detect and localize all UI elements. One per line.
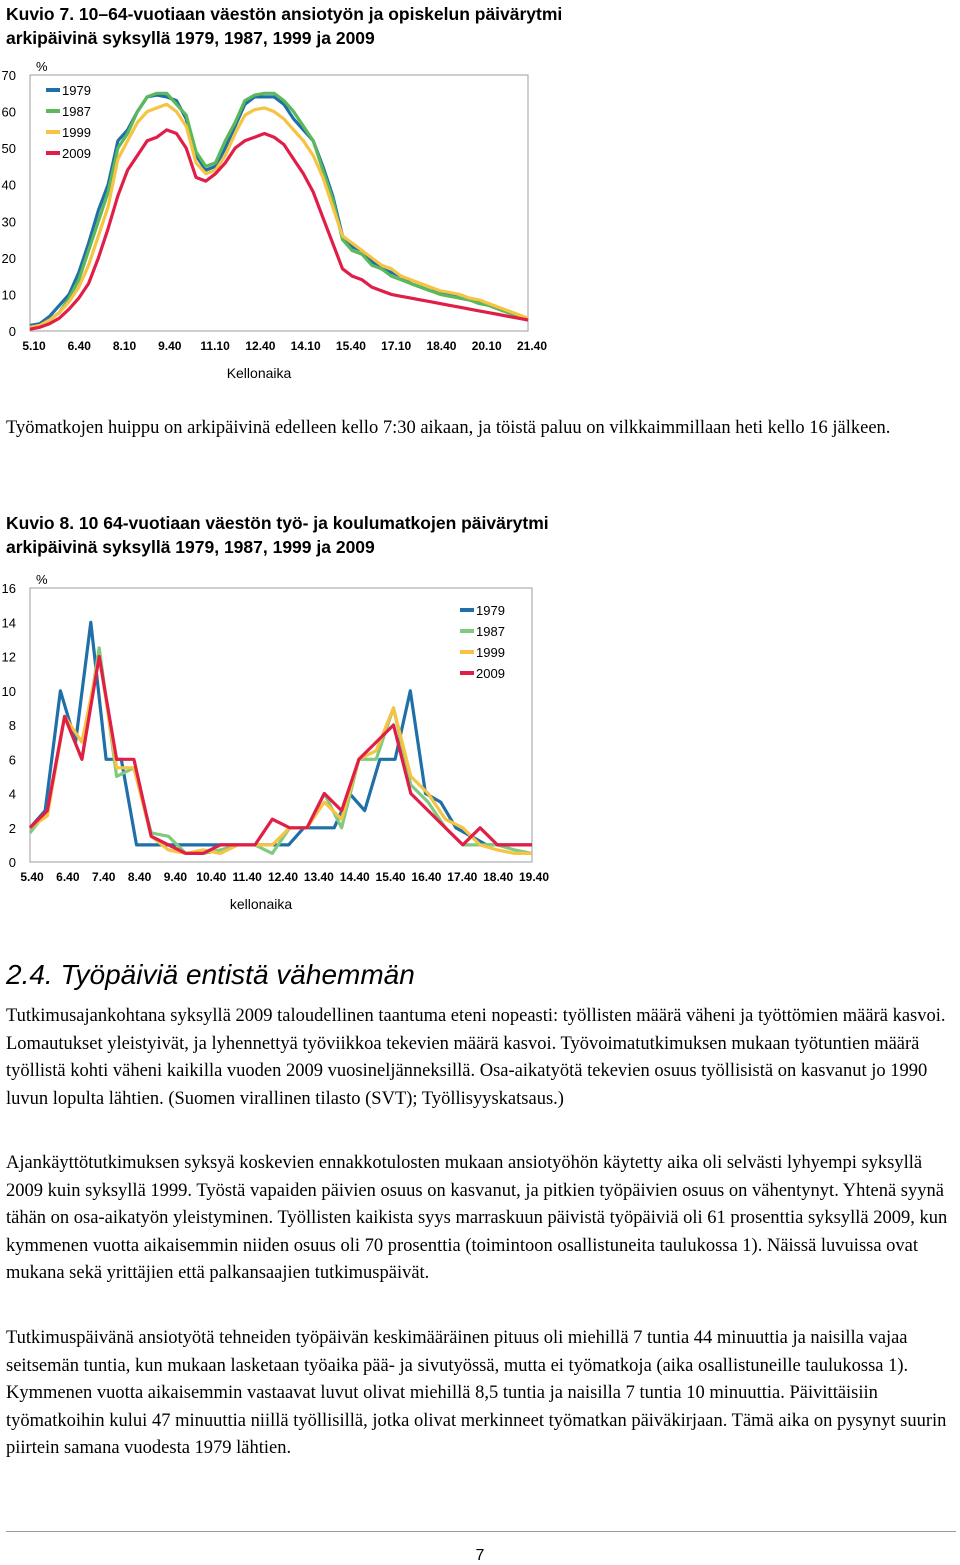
y-tick-label: 30 bbox=[1, 214, 16, 230]
legend-label-1999: 1999 bbox=[476, 645, 505, 660]
series-line-1979 bbox=[30, 95, 528, 325]
y-unit-label: % bbox=[36, 572, 48, 587]
x-tick-label: 5.40 bbox=[20, 870, 44, 884]
figure-8-title-line1: Kuvio 8. 10 64-vuotiaan väestön työ- ja koulumatkojen päivärytmi bbox=[6, 513, 549, 533]
figure-7-title-line2: arkipäivinä syksyllä 1979, 1987, 1999 ja 2009 bbox=[6, 28, 375, 48]
chart-figure-8 bbox=[0, 562, 560, 917]
y-tick-label: 0 bbox=[8, 855, 16, 870]
x-tick-label: 9.40 bbox=[158, 339, 182, 353]
x-tick-label: 6.40 bbox=[56, 870, 80, 884]
y-tick-label: 40 bbox=[1, 177, 16, 193]
y-unit-label: % bbox=[36, 59, 48, 74]
y-tick-label: 8 bbox=[8, 718, 16, 733]
x-tick-label: 16.40 bbox=[411, 870, 442, 884]
legend-label-1999: 1999 bbox=[62, 125, 91, 140]
series-line-2009 bbox=[30, 130, 528, 329]
x-tick-label: 17.40 bbox=[447, 870, 478, 884]
plot-frame bbox=[30, 588, 532, 862]
x-tick-label: 13.40 bbox=[303, 870, 334, 884]
section-heading: 2.4. Työpäiviä entistä vähemmän bbox=[6, 959, 415, 990]
legend-label-2009: 2009 bbox=[476, 666, 505, 681]
figure-8-title bbox=[6, 511, 549, 559]
y-tick-label: 60 bbox=[1, 104, 16, 120]
figure-7-title-line1: Kuvio 7. 10–64-vuotiaan väestön ansiotyön ja opiskelun päivärytmi bbox=[6, 4, 563, 24]
x-tick-label: 21.40 bbox=[516, 339, 548, 353]
x-tick-label: 15.40 bbox=[375, 870, 406, 884]
x-axis-title: Kellonaika bbox=[226, 365, 292, 380]
legend-label-1987: 1987 bbox=[476, 624, 505, 639]
legend-label-1979: 1979 bbox=[476, 603, 505, 618]
x-tick-label: 7.40 bbox=[92, 870, 116, 884]
y-tick-label: 10 bbox=[1, 683, 16, 699]
legend-label-1979: 1979 bbox=[62, 83, 91, 98]
x-tick-label: 19.40 bbox=[518, 870, 550, 884]
series-line-1999 bbox=[30, 104, 528, 327]
y-tick-label: 20 bbox=[1, 250, 16, 266]
paragraph-workday-length: Tutkimuspäivänä ansiotyötä tehneiden työpäivän keskimääräinen pituus oli miehillä 7 tuntia 44 minuuttia ja naisilla vajaa seitsemän tuntia, kun mukaan lasketaan työaika pää- ja sivutyössä, mutta ei työmatkoja (aika osallistuneille taulukossa 1). Kymmenen vuotta aikaisemmin vastaavat luvut olivat miehillä 8,5 tuntia ja naisilla 7 tuntia 10 minuuttia. Päivittäisiin työmatkoihin kului 47 minuuttia niillä työllisillä, jotka olivat merkinneet työmatkan päiväkirjaan. Tämä aika on pysynyt suurin piirtein samana vuodesta 1979 lähtien. bbox=[6, 1328, 947, 1459]
x-tick-label: 6.40 bbox=[67, 339, 91, 353]
x-tick-label: 14.10 bbox=[290, 339, 321, 353]
y-tick-label: 2 bbox=[8, 820, 16, 836]
x-tick-label: 8.40 bbox=[127, 870, 152, 884]
x-tick-label: 11.10 bbox=[200, 339, 230, 353]
legend-label-2009: 2009 bbox=[62, 146, 91, 161]
figure-7-title bbox=[6, 2, 562, 50]
x-tick-label: 17.10 bbox=[381, 339, 412, 353]
paragraph-recession: Tutkimusajankohtana syksyllä 2009 taloudellinen taantuma eteni nopeasti: työllisten määrä väheni ja työttömien määrä kasvoi. Lomautukset yleistyivät, ja lyhennettyä työviikkoa tekevien määrä kasvoi. Työvoimatutkimuksen mukaan työtuntien määrä työllistä kohti väheni kaikilla vuoden 2009 vuosineljänneksillä. Osa-aikatyötä tekevien osuus työllisistä on kasvanut jo 1990 luvun lopulta lähtien. (Suomen virallinen tilasto (SVT); Työllisyyskatsaus.) bbox=[6, 1006, 946, 1109]
x-tick-label: 5.10 bbox=[22, 339, 46, 353]
chart-figure-7 bbox=[0, 50, 560, 380]
x-tick-label: 9.40 bbox=[163, 870, 188, 884]
y-tick-label: 70 bbox=[1, 68, 16, 83]
x-tick-label: 14.40 bbox=[339, 870, 370, 884]
x-tick-label: 10.40 bbox=[196, 870, 227, 884]
y-tick-label: 50 bbox=[1, 141, 16, 157]
figure-8-title-line2: arkipäivinä syksyllä 1979, 1987, 1999 ja 2009 bbox=[6, 537, 375, 557]
x-tick-label: 8.10 bbox=[112, 339, 137, 353]
x-tick-label: 15.40 bbox=[335, 339, 366, 353]
y-tick-label: 10 bbox=[1, 287, 16, 303]
paragraph-work-time: Ajankäyttötutkimuksen syksyä koskevien ennakkotulosten mukaan ansiotyöhön käytetty aika oli selvästi lyhyempi syksyllä 2009 kuin syksyllä 1999. Työstä vapaiden päivien osuus on kasvanut, ja pitkien työpäivien osuus on vähentynyt. Yhtenä syynä tähän on osa-aikatyön yleistyminen. Työllisten kaikista syys marraskuun päivistä työpäiviä oli 61 prosenttia syksyllä 2009, kun kymmenen vuotta aikaisemmin niiden osuus oli 70 prosenttia (toimintoon osallistuneita taulukossa 1). Näissä luvuissa ovat mukana sekä yrittäjien että palkansaajien tutkimuspäivät. bbox=[6, 1153, 948, 1284]
y-tick-label: 4 bbox=[8, 786, 16, 802]
x-tick-label: 18.40 bbox=[483, 870, 514, 884]
paragraph-commute-peak: Työmatkojen huippu on arkipäivinä edelleen kello 7:30 aikaan, ja töistä paluu on vilkkaimmillaan heti kello 16 jälkeen. bbox=[6, 418, 891, 438]
y-tick-label: 12 bbox=[1, 649, 16, 665]
legend-label-1987: 1987 bbox=[62, 104, 91, 119]
footer-rule bbox=[6, 1531, 956, 1532]
x-tick-label: 20.10 bbox=[471, 339, 502, 353]
series-line-1979 bbox=[30, 622, 532, 845]
y-tick-label: 6 bbox=[8, 752, 16, 768]
x-tick-label: 12.40 bbox=[267, 870, 299, 884]
x-tick-label: 11.40 bbox=[232, 870, 262, 884]
x-tick-label: 18.40 bbox=[426, 339, 457, 353]
page-number: 7 bbox=[475, 1547, 485, 1564]
y-tick-label: 0 bbox=[8, 324, 16, 339]
x-tick-label: 12.40 bbox=[245, 339, 276, 353]
y-tick-label: 14 bbox=[1, 615, 16, 631]
x-axis-title: kellonaika bbox=[229, 896, 293, 912]
y-tick-label: 16 bbox=[1, 581, 16, 596]
